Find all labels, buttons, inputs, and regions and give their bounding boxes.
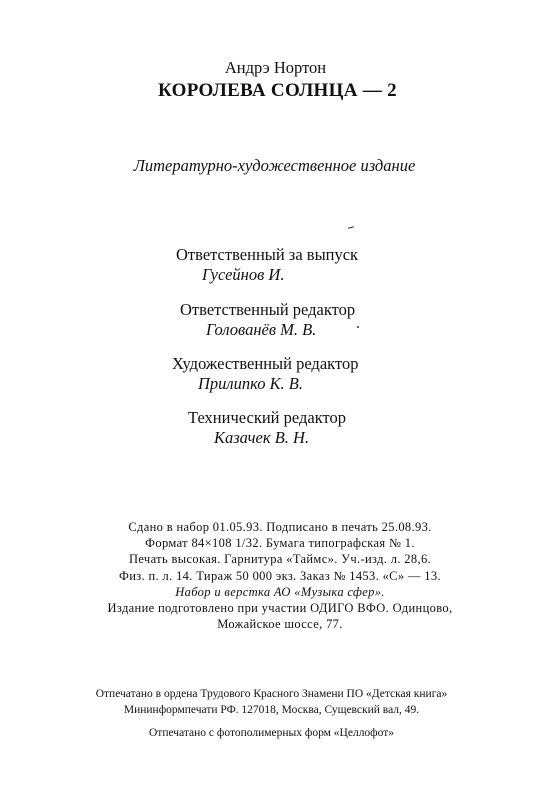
imprint-line: Физ. п. л. 14. Тираж 50 000 экз. Заказ № 1453. «С» — 13. <box>119 568 441 583</box>
printer-line: Мининформпечати РФ. 127018, Москва, Сущевский вал, 49. <box>123 704 420 716</box>
credit-person: Казачек В. Н. <box>214 428 310 447</box>
imprint-line: Формат 84×108 1/32. Бумага типографская № 1. <box>145 536 415 551</box>
book-title: КОРОЛЕВА СОЛНЦА — 2 <box>158 80 397 101</box>
imprint-line: Сдано в набор 01.05.93. Подписано в печать 25.08.93. <box>128 520 432 534</box>
edition-type: Литературно-художественное издание <box>133 156 416 175</box>
credit-role: Технический редактор <box>188 408 346 427</box>
credit-person: Гусейнов И. <box>202 265 285 284</box>
imprint-line: Издание подготовлено при участии ОДИГО ВФО. Одинцово, <box>107 601 453 616</box>
credit-role: Ответственный за выпуск <box>176 245 359 264</box>
credit-release-responsible <box>176 245 516 285</box>
author-name: Андрэ Нортон <box>224 58 327 77</box>
credit-person: Прилипко К. В. <box>198 374 303 393</box>
credit-art-editor <box>172 354 512 394</box>
credit-responsible-editor <box>180 300 520 340</box>
credit-role: Ответственный редактор <box>180 300 356 319</box>
printer-block <box>40 686 503 718</box>
credit-role: Художественный редактор <box>172 354 359 373</box>
imprint-line-typesetting: Набор и верстка АО «Музыка сфер». <box>175 584 385 599</box>
printed-forms-line: Отпечатано с фотополимерных форм «Целлофот» <box>148 727 395 739</box>
print-speck <box>348 226 354 229</box>
credit-technical-editor <box>188 408 528 448</box>
credit-person: Голованёв М. В. <box>206 320 317 339</box>
printer-line: Отпечатано в ордена Трудового Красного Знамени ПО «Детская книга» <box>95 688 448 700</box>
imprint-line: Можайское шоссе, 77. <box>217 617 343 632</box>
imprint-block <box>60 519 500 632</box>
imprint-line: Печать высокая. Гарнитура «Таймс». Уч.-изд. л. 28,6. <box>128 552 432 567</box>
